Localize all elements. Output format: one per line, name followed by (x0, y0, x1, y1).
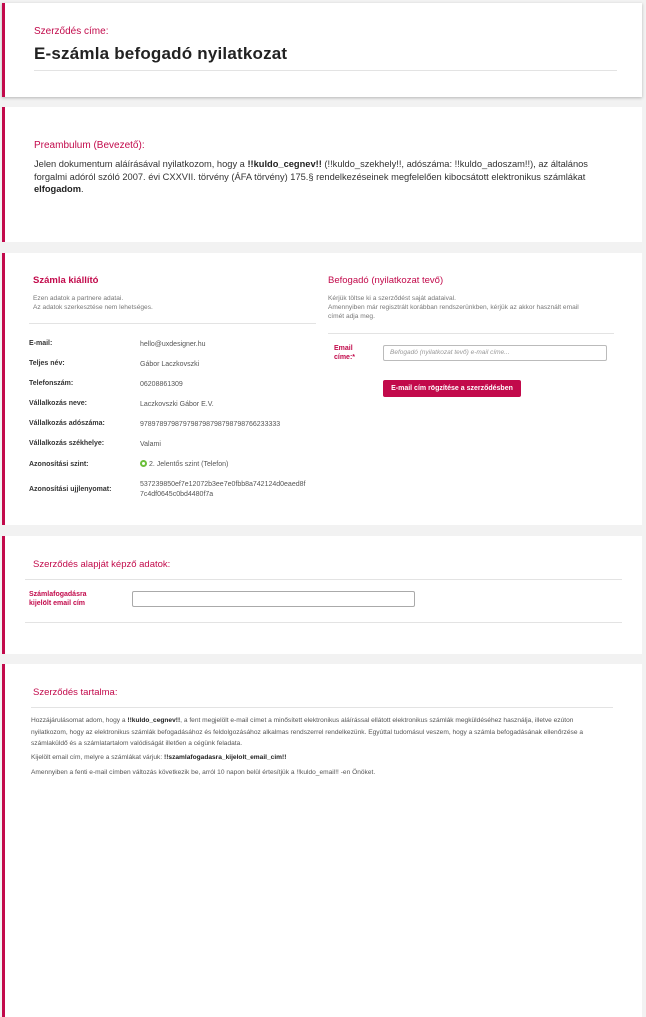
row-label-level: Azonosítási szint: (29, 461, 89, 468)
row-value-phone: 06208861309 (140, 381, 183, 388)
preamble-card (2, 107, 642, 242)
preamble-text: Jelen dokumentum aláírásával nyilatkozom, hogy a !!kuldo_cegnev!! (!!kuldo_szekhely!!, adószáma: !!kuldo_adoszam!!), az általános forgalmi adóról szóló 2007. évi CXXVII. törvény (ÁFA törvény) 175.§ rendelkezéseinek megfelelően kibocsátott elektronikus számlákat elfogadom. (34, 159, 588, 194)
row-value-taxnumber: 978978979879798798798798798766233333 (140, 421, 281, 428)
divider (25, 622, 622, 623)
row-label-email: E-mail: (29, 340, 53, 347)
basis-title: Szerződés alapját képző adatok: (33, 559, 171, 570)
divider (25, 579, 622, 580)
preamble-label: Preambulum (Bevezető): (34, 140, 145, 151)
row-value-level: 2. Jelentős szint (Telefon) (140, 460, 228, 470)
issuer-title: Számla kiállító (33, 275, 99, 286)
row-value-email: hello@uxdesigner.hu (140, 341, 206, 348)
content-paragraph-1: Hozzájárulásomat adom, hogy a !!kuldo_cegnev!!, a fent megjelölt e-mail címet a minősített elektronikus aláírással ellátott elektronikus számlák megküldéséhez használja, illetve ezúton nyilatkozom, hogy az elektronikus számlák befogadásához és feldolgozásához alkalmas rendszerrel rendelkezünk. Egyúttal tudomásul veszem, hogy a számla befogadásának ellenőrzése a számlaküldő és a számlatartalom valódiságát illetően a cégünk feladata. (31, 717, 583, 747)
divider (34, 70, 617, 71)
divider (29, 323, 316, 324)
issuer-desc: Ezen adatok a partnere adatai. Az adatok szerkesztése nem lehetséges. (33, 295, 153, 311)
content-title: Szerződés tartalma: (33, 687, 118, 698)
contract-title-label: Szerződés címe: (34, 26, 109, 37)
content-paragraph-3: Amennyiben a fenti e-mail címben változás következik be, arról 10 napon belül értesítjük a !!kuldo_email!! -en Önöket. (31, 769, 376, 776)
email-input[interactable]: Befogadó (nyilatkozat tevő) e-mail címe... (383, 345, 607, 361)
row-label-taxnumber: Vállalkozás adószáma: (29, 420, 105, 427)
row-label-seat: Vállalkozás székhelye: (29, 440, 105, 447)
save-email-button[interactable]: E-mail cím rögzítése a szerződésben (383, 380, 521, 397)
row-value-fingerprint: 537239850ef7e12072b3ee7e0fbb8a742124d0eaed8f 7c4df0645c0bd4480f7a (140, 481, 306, 498)
row-value-name: Gábor Laczkovszki (140, 361, 200, 368)
row-label-fingerprint: Azonosítási ujjlenyomat: (29, 486, 112, 493)
row-value-seat: Valami (140, 441, 161, 448)
row-label-name: Teljes név: (29, 360, 65, 367)
invoice-email-label: Számlafogadásra kijelölt email cím (29, 591, 87, 607)
row-label-phone: Telefonszám: (29, 380, 74, 387)
content-paragraph-2: Kijelölt email cím, melyre a számlákat várjuk: !!szamlafogadasra_kijelolt_email_cim!! (31, 754, 287, 761)
receiver-title: Befogadó (nyilatkozat tevő) (328, 275, 444, 286)
divider (31, 707, 613, 708)
level-check-icon (140, 460, 147, 467)
contract-title: E-számla befogadó nyilatkozat (34, 44, 288, 63)
invoice-email-input[interactable] (132, 591, 415, 607)
row-value-company: Laczkovszki Gábor E.V. (140, 401, 214, 408)
email-label: Email címe:* (334, 345, 356, 361)
divider (328, 333, 614, 334)
contract-title-card (2, 3, 642, 97)
row-label-company: Vállalkozás neve: (29, 400, 87, 407)
receiver-desc: Kérjük töltse ki a szerződést saját adataival. Amennyiben már regisztrált korábban rendszerünkben, kérjük az akkor használt email címét adja meg. (328, 295, 579, 320)
